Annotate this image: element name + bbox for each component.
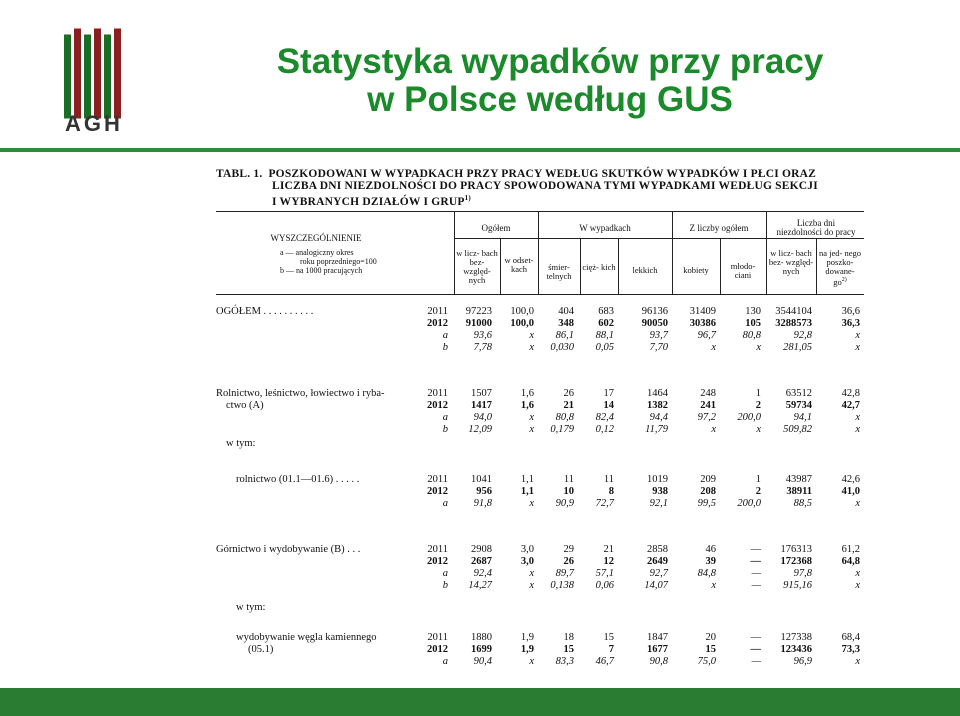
slide-title-line1: Statystyka wypadków przy pracy [276,42,824,81]
table-cell: 0,179 [550,424,574,435]
caption-line2: LICZBA DNI NIEZDOLNOŚCI DO PRACY SPOWODOWANA TYMI WYPADKAMI WEDŁUG SEKCJI [272,180,818,192]
table-cell: 75,0 [697,656,716,667]
table-cell: 91000 [465,318,492,329]
table-cell: 100,0 [510,306,534,317]
row-year: 2011 [427,306,448,317]
table-cell: 0,138 [550,580,574,591]
table-cell: 1019 [647,474,668,485]
table-cell: x [711,342,716,353]
table-cell: 127338 [780,632,812,643]
table-cell: 15 [603,632,614,643]
table-cell: 97223 [465,306,492,317]
table-row [216,644,864,656]
table-cell: 97,2 [697,412,716,423]
table-cell: 18 [563,632,574,643]
table-cell: x [855,568,860,579]
table-cell: 3,0 [520,544,534,555]
col-header-3: śmier- telnych [546,262,572,281]
row-year: 2011 [427,632,448,643]
col-header-6: kobiety [683,265,709,275]
table-cell: 17 [603,388,614,399]
table-cell: 86,1 [555,330,574,341]
table-cell: 12,09 [468,424,492,435]
table-cell: 915,16 [783,580,812,591]
table-cell: 94,1 [793,412,812,423]
table-cell: 1507 [471,388,492,399]
table-cell: 105 [745,318,761,329]
table-row [216,568,864,580]
table-cell: 90,9 [555,498,574,509]
row-year: 2012 [427,556,448,567]
table-cell: 1 [755,388,761,399]
table-cell: 1,1 [520,474,534,485]
table-cell: 404 [558,306,574,317]
row-year: a [442,330,448,341]
table-cell: 123436 [780,644,812,655]
table-cell: 90,4 [473,656,492,667]
row-label: rolnictwo (01.1—01.6) . . . . . [236,474,360,485]
table-cell: 41,0 [841,486,860,497]
table-cell: 21 [563,400,574,411]
row-year: 2011 [427,544,448,555]
table-cell: 46,7 [595,656,614,667]
table-cell: 39 [705,556,716,567]
table-cell: 90,8 [649,656,668,667]
caption-line1: POSZKODOWANI W WYPADKACH PRZY PRACY WEDŁUG SKUTKÓW WYPADKÓW I PŁCI ORAZ [268,168,816,180]
table-cell: 0,06 [595,580,614,591]
table-caption [216,168,864,208]
table-cell: x [855,580,860,591]
table-cell: 21 [603,544,614,555]
table-cell: 11,79 [645,424,668,435]
table-cell: 36,3 [841,318,860,329]
table-row [216,498,864,510]
table-row [216,400,864,412]
table-cell: 63512 [785,388,812,399]
table-cell: 3288573 [775,318,812,329]
table-cell: 0,12 [595,424,614,435]
table-cell: x [855,342,860,353]
row-year: 2011 [427,474,448,485]
table-cell: 1880 [471,632,492,643]
row-year: a [442,412,448,423]
row-year: b [442,580,448,591]
table-cell: x [529,330,534,341]
table-cell: 15 [563,644,574,655]
table-cell: 80,8 [555,412,574,423]
table-cell: x [855,498,860,509]
table-cell: 200,0 [737,412,761,423]
table-cell: 2908 [471,544,492,555]
table-cell: 1,9 [520,644,534,655]
table-cell: 36,6 [841,306,860,317]
table-cell: 2649 [647,556,668,567]
table-cell: 88,1 [595,330,614,341]
table-cell: x [529,498,534,509]
table-cell: 20 [705,632,716,643]
col-header-1: w licz- bach bez- względ- nych [456,248,498,285]
table-cell: 83,3 [555,656,574,667]
table-cell: x [529,656,534,667]
table-cell: 26 [563,388,574,399]
caption-sup: 1) [464,194,471,202]
table-cell: x [711,580,716,591]
col-header-7: młodo- ciani [730,261,756,280]
table-cell: 88,5 [793,498,812,509]
row-label: Rolnictwo, leśnictwo, łowiectwo i ryba- [216,388,385,399]
table-cell: 38911 [786,486,812,497]
table-cell: 7 [608,644,614,655]
table-row [216,424,864,436]
table-cell: 2858 [647,544,668,555]
table-row [216,474,864,486]
table-cell: x [756,424,761,435]
table-cell: 1 [755,474,761,485]
table-cell: — [751,568,761,579]
table-cell: 0,030 [550,342,574,353]
table-cell: — [750,556,761,567]
table-cell: x [529,568,534,579]
table-cell: 938 [652,486,668,497]
table-cell: 1041 [471,474,492,485]
row-year: 2012 [427,644,448,655]
table-cell: 1,1 [520,486,534,497]
row-label: ctwo (A) [226,400,264,411]
table-cell: 176313 [780,544,812,555]
table-cell: x [855,412,860,423]
table-cell: 89,7 [555,568,574,579]
table-cell: 1,6 [520,388,534,399]
table-cell: 64,8 [841,556,860,567]
table-cell: 42,7 [841,400,860,411]
table-cell: 2 [755,400,761,411]
table-cell: x [529,342,534,353]
legend-a1: a — analogiczny okres [280,248,354,257]
table-cell: 94,4 [649,412,668,423]
table-cell: 241 [700,400,716,411]
table-cell: x [529,412,534,423]
table-row [216,544,864,556]
table-cell: 68,4 [841,632,860,643]
table-cell: 7,70 [649,342,668,353]
table-cell: x [855,656,860,667]
table-row [216,602,864,614]
table-cell: 1677 [647,644,668,655]
slide-title-line2: w Polsce według GUS [367,80,733,119]
legend-b: b — na 1000 pracujących [280,266,363,275]
table-cell: 29 [563,544,574,555]
table-cell: 281,05 [783,342,812,353]
table-row [216,438,864,450]
table-cell: 209 [700,474,716,485]
footer-bar [0,688,960,716]
table-cell: 31409 [689,306,716,317]
table-cell: 14,27 [468,580,492,591]
row-label: (05.1) [248,644,274,655]
table-cell: 1464 [647,388,668,399]
table-row [216,306,864,318]
table-cell: 348 [558,318,574,329]
table-cell: — [750,632,761,643]
table-cell: 130 [745,306,761,317]
group-ogolem: Ogółem [481,223,511,233]
row-label: w tym: [236,602,266,613]
table-cell: x [711,424,716,435]
row-year: a [442,498,448,509]
table-cell: 11 [563,474,574,485]
table-cell: 3,0 [520,556,534,567]
table-row [216,318,864,330]
row-label: w tym: [226,438,256,449]
table-cell: — [750,644,761,655]
table-cell: — [751,580,761,591]
table-cell: 80,8 [742,330,761,341]
table-cell: 42,8 [841,388,860,399]
table-cell: 90050 [641,318,668,329]
table-cell: 30386 [689,318,716,329]
table-cell: 10 [563,486,574,497]
table-cell: 1699 [471,644,492,655]
table-cell: 1382 [647,400,668,411]
table-cell: 72,7 [595,498,614,509]
table-cell: 59734 [785,400,812,411]
table-cell: x [529,580,534,591]
row-year: 2012 [427,486,448,497]
table-cell: 57,1 [595,568,614,579]
table-cell: 956 [476,486,492,497]
group-w-wypadkach: W wypadkach [579,223,631,233]
table-cell: 97,8 [793,568,812,579]
legend-a2: roku poprzedniego=100 [300,257,377,266]
table-cell: 8 [608,486,614,497]
table-cell: 100,0 [510,318,534,329]
row-year: 2011 [427,388,448,399]
table-cell: 43987 [785,474,812,485]
row-year: a [442,568,448,579]
table-row [216,330,864,342]
table-cell: 602 [598,318,614,329]
table-row [216,342,864,354]
table-cell: 15 [705,644,716,655]
table-cell: 172368 [780,556,812,567]
col-header-2: w odset- kach [504,255,534,274]
row-label: Górnictwo i wydobywanie (B) . . . [216,544,361,555]
caption-label: TABL. 1. [216,168,263,180]
table-cell: 208 [700,486,716,497]
table-cell: 96,9 [793,656,812,667]
table-row [216,632,864,644]
table-cell: 73,3 [841,644,860,655]
table-cell: x [855,424,860,435]
col-header-8: w licz- bach bez- względ- nych [768,248,814,276]
col-header-4: cięż- kich [582,262,616,272]
table-cell: x [855,330,860,341]
group-z-liczby: Z liczby ogółem [689,223,749,233]
table-cell: 91,8 [473,498,492,509]
group-dni: Liczba dni niezdolności do pracy [776,218,856,237]
table-row [216,556,864,568]
table-cell: 3544104 [775,306,812,317]
table-cell: 248 [700,388,716,399]
table-cell: 92,7 [649,568,668,579]
table-cell: 1,6 [520,400,534,411]
table-row [216,580,864,592]
table-cell: 1847 [647,632,668,643]
table-row [216,486,864,498]
table-cell: 42,6 [841,474,860,485]
table-cell: 96136 [641,306,668,317]
table-cell: 46 [705,544,716,555]
table-cell: 2 [755,486,761,497]
stub-header: WYSZCZEGÓLNIENIE [270,233,362,243]
table-cell: 2687 [471,556,492,567]
row-year: a [442,656,448,667]
col-header-5: lekkich [632,265,658,275]
row-label: OGÓŁEM . . . . . . . . . . [216,306,314,317]
table-cell: 509,82 [783,424,812,435]
table-cell: 93,7 [649,330,668,341]
logo-text: AGH [65,111,123,136]
table-row [216,412,864,424]
row-year: 2012 [427,400,448,411]
table-row [216,388,864,400]
table-cell: 94,0 [473,412,492,423]
table-cell: 82,4 [595,412,614,423]
table-cell: — [751,656,761,667]
table-cell: 92,4 [473,568,492,579]
table-cell: 7,78 [473,342,492,353]
table-cell: 93,6 [473,330,492,341]
table-cell: — [750,544,761,555]
table-cell: 683 [598,306,614,317]
table-cell: 12 [603,556,614,567]
table-cell: 92,8 [793,330,812,341]
table-cell: 99,5 [697,498,716,509]
table-cell: 1,9 [520,632,534,643]
table-cell: 96,7 [697,330,716,341]
table-cell: 84,8 [697,568,716,579]
header-divider [0,148,960,152]
row-year: b [442,342,448,353]
table-cell: x [756,342,761,353]
table-cell: 200,0 [737,498,761,509]
caption-line3: I WYBRANYCH DZIAŁÓW I GRUP [272,195,465,208]
table-cell: 0,05 [595,342,614,353]
row-year: b [442,424,448,435]
table-cell: 14,07 [644,580,668,591]
table-cell: 11 [603,474,614,485]
table-cell: 92,1 [649,498,668,509]
table-row [216,656,864,668]
table-cell: x [529,424,534,435]
row-year: 2012 [427,318,448,329]
col-header-9: na jed- nego poszko- dowane- $go^{2)}$ [818,248,861,287]
row-label: wydobywanie węgla kamiennego [236,632,377,643]
table-cell: 26 [563,556,574,567]
table-cell: 1417 [471,400,492,411]
table-cell: 14 [603,400,614,411]
table-cell: 61,2 [841,544,860,555]
